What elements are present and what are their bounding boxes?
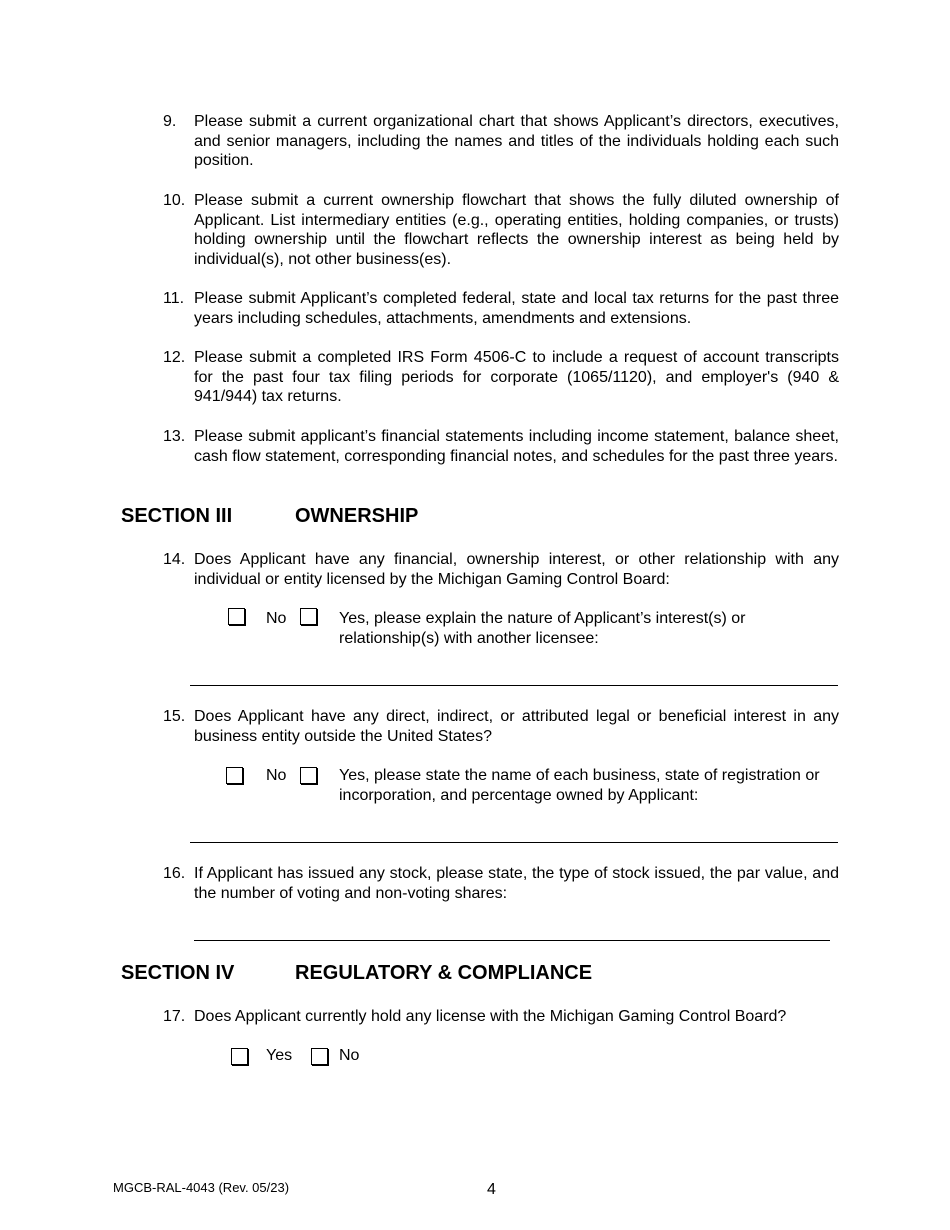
item-number: 15. — [163, 708, 186, 725]
q14-yes-label: Yes, please explain the nature of Applicant’s interest(s) or relationship(s) with another licensee: — [339, 610, 746, 647]
item-number: 9. — [163, 113, 177, 130]
q17-no-checkbox[interactable] — [311, 1048, 328, 1065]
q15-no-label: No — [266, 767, 287, 784]
item-text: Please submit applicant’s financial statements including income statement, balance sheet, cash flow statement, corresponding financial notes, and schedules for the past three years. — [194, 428, 839, 465]
question-13 — [163, 427, 839, 466]
section-label: SECTION IV — [121, 962, 235, 984]
q17-yes-checkbox[interactable] — [231, 1048, 248, 1065]
item-number: 17. — [163, 1008, 186, 1025]
section-title: OWNERSHIP — [295, 505, 419, 527]
item-text: Please submit a current organizational chart that shows Applicant’s directors, executives, and senior managers, including the names and titles of the individuals holding each such position. — [194, 113, 839, 170]
question-9 — [163, 112, 839, 171]
q14-no-checkbox[interactable] — [228, 608, 245, 625]
q16-answer-line[interactable] — [194, 940, 830, 941]
item-text: Please submit Applicant’s completed federal, state and local tax returns for the past three years including schedules, attachments, amendments and extensions. — [194, 290, 839, 327]
question-14 — [163, 550, 839, 589]
item-text: Does Applicant currently hold any license with the Michigan Gaming Control Board? — [194, 1008, 787, 1025]
q14-no-label: No — [266, 610, 287, 627]
item-number: 12. — [163, 349, 186, 366]
q15-no-checkbox[interactable] — [226, 767, 243, 784]
q14-yes-checkbox[interactable] — [300, 608, 317, 625]
item-number: 13. — [163, 428, 186, 445]
question-11 — [163, 289, 839, 328]
item-number: 14. — [163, 551, 186, 568]
question-17 — [163, 1007, 839, 1027]
q15-answer-line[interactable] — [190, 842, 838, 843]
q17-no-label: No — [339, 1047, 360, 1064]
q17-yes-label: Yes — [266, 1047, 293, 1064]
item-text: Does Applicant have any financial, ownership interest, or other relationship with any individual or entity licensed by the Michigan Gaming Control Board: — [194, 551, 839, 588]
item-text: Does Applicant have any direct, indirect, or attributed legal or beneficial interest in any business entity outside the United States? — [194, 708, 839, 745]
q15-yes-checkbox[interactable] — [300, 767, 317, 784]
page-number: 4 — [487, 1181, 496, 1198]
section-title: REGULATORY & COMPLIANCE — [295, 962, 593, 984]
q14-answer-line[interactable] — [190, 685, 838, 686]
question-10 — [163, 191, 839, 269]
question-12 — [163, 348, 839, 407]
item-number: 16. — [163, 865, 186, 882]
section-label: SECTION III — [121, 505, 233, 527]
item-number: 11. — [163, 290, 185, 307]
form-code: MGCB-RAL-4043 (Rev. 05/23) — [113, 1180, 290, 1195]
item-text: If Applicant has issued any stock, please state, the type of stock issued, the par value, and the number of voting and non-voting shares: — [194, 865, 839, 902]
question-15 — [163, 707, 839, 746]
item-number: 10. — [163, 192, 186, 209]
item-text: Please submit a current ownership flowchart that shows the fully diluted ownership of Applicant. List intermediary entities (e.g., operating entities, holding companies, or trusts) holding ownership until the flowchart reflects the ownership interest as being held by individual(s), not other business(es). — [194, 192, 839, 268]
q15-yes-label: Yes, please state the name of each business, state of registration or incorporation, and percentage owned by Applicant: — [339, 767, 820, 804]
question-16 — [163, 864, 839, 903]
item-text: Please submit a completed IRS Form 4506-C to include a request of account transcripts for the past four tax filing periods for corporate (1065/1120), and employer's (940 & 941/944) tax returns. — [194, 349, 839, 406]
